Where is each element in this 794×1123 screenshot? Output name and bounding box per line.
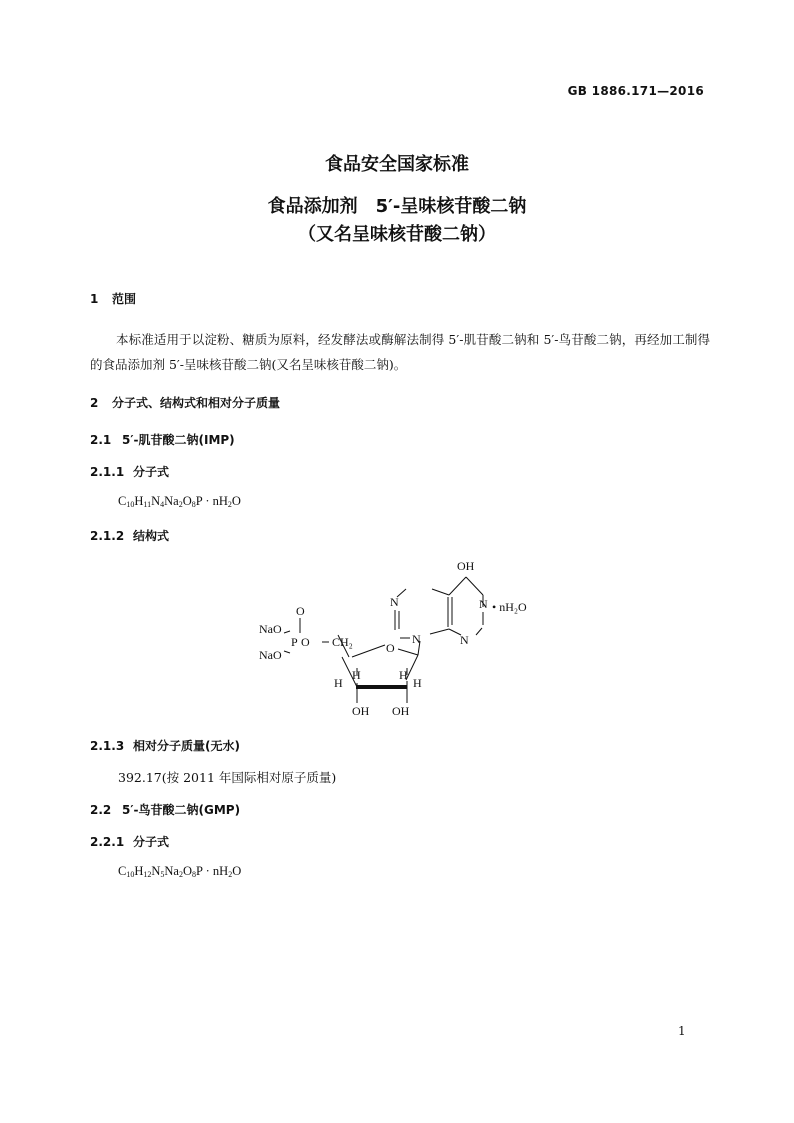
svg-text:H: H: [413, 676, 422, 690]
doc-title-line3: （又名呈味核苷酸二钠）: [298, 224, 496, 245]
section-2-2-1-heading: 2.2.1 分子式: [90, 835, 170, 849]
section-1-heading: 1 范围: [90, 292, 137, 306]
section-2-1-1-heading: 2.1.1 分子式: [90, 465, 170, 479]
svg-text:P: P: [291, 635, 298, 649]
svg-text:N: N: [460, 633, 469, 647]
svg-text:H: H: [352, 668, 361, 682]
svg-text:H: H: [399, 668, 408, 682]
gmp-molecular-formula: $C_{10}H_{12}N_5Na_2O_8P \cdot nH_2O$: [118, 864, 242, 879]
imp-structural-formula: [250, 555, 550, 720]
svg-text:O: O: [301, 635, 310, 649]
doc-title-line1: 食品安全国家标准: [325, 154, 469, 175]
svg-text:• nH₂O: • nH₂O: [492, 600, 527, 614]
svg-text:N: N: [412, 632, 421, 646]
section-2-1-2-heading: 2.1.2 结构式: [90, 529, 170, 543]
svg-text:OH: OH: [457, 559, 475, 573]
svg-text:N: N: [390, 595, 399, 609]
section-2-1-heading: 2.1 5′-肌苷酸二钠(IMP): [90, 433, 235, 447]
svg-text:NaO: NaO: [259, 622, 282, 636]
section-1-body: 本标准适用于以淀粉、糖质为原料，经发酵法或酶解法制得 5′-肌苷酸二钠和 5′-鸟苷酸二钠，再经加工制得的食品添加剂 5′-呈味核苷酸二钠(又名呈味核苷酸二钠)。: [90, 332, 710, 372]
standard-code: GB 1886.171—2016: [567, 84, 704, 98]
svg-text:N: N: [479, 597, 488, 611]
doc-title-line2: 食品添加剂 5′-呈味核苷酸二钠: [267, 196, 527, 217]
svg-text:O: O: [296, 604, 305, 618]
svg-text:OH: OH: [352, 704, 370, 718]
section-2-2-heading: 2.2 5′-鸟苷酸二钠(GMP): [90, 803, 241, 817]
svg-text:H: H: [334, 676, 343, 690]
section-2-1-3-heading: 2.1.3 相对分子质量(无水): [90, 739, 240, 753]
svg-text:OH: OH: [392, 704, 410, 718]
imp-molecular-formula: $C_{10}H_{11}N_4Na_2O_8P \cdot nH_2O$: [118, 494, 241, 509]
section-2-heading: 2 分子式、结构式和相对分子质量: [90, 396, 281, 410]
svg-text:O: O: [386, 641, 395, 655]
svg-text:CH₂: CH₂: [332, 635, 353, 649]
svg-text:NaO: NaO: [259, 648, 282, 662]
imp-molecular-mass: 392.17(按 2011 年国际相对原子质量): [118, 770, 337, 785]
page-number: 1: [678, 1024, 686, 1038]
